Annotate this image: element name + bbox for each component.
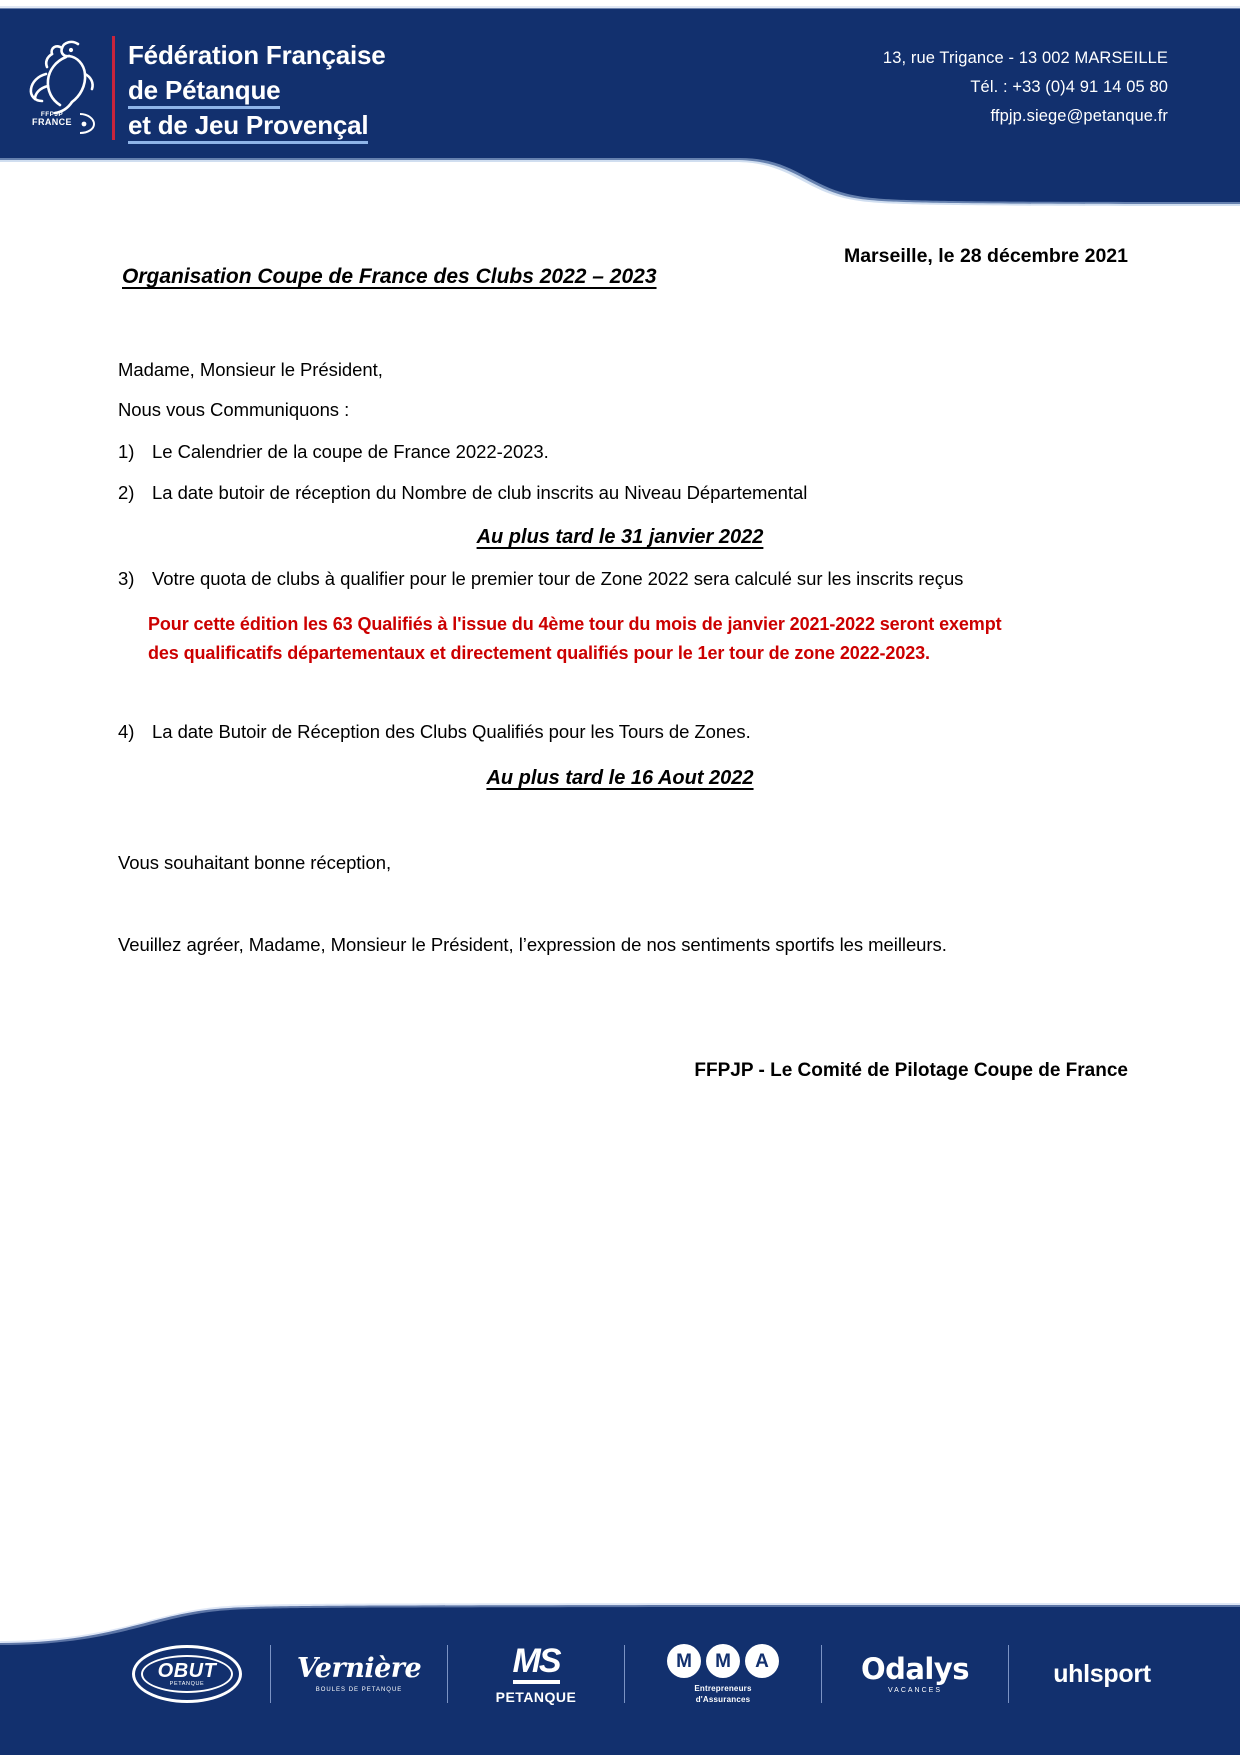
sponsor-logo-obut[interactable] <box>132 1645 242 1703</box>
deadline-august-text: Au plus tard le 16 Aout 2022 <box>486 767 754 789</box>
list-item-4-text: La date Butoir de Réception des Clubs Qualifiés pour les Tours de Zones. <box>152 721 751 742</box>
sponsor-logo-mma[interactable] <box>653 1638 793 1710</box>
page-footer <box>0 1593 1240 1755</box>
mma-circle-1: M <box>667 1644 701 1678</box>
sponsor-logo-odalys[interactable] <box>850 1638 980 1710</box>
header-contact-block <box>883 44 1168 131</box>
ms-wordmark: MS <box>513 1644 560 1684</box>
sponsor-separator-5 <box>1008 1645 1009 1703</box>
mma-subtext-2: d'Assurances <box>695 1695 751 1704</box>
salutation: Madame, Monsieur le Président, <box>118 359 383 380</box>
mma-letter-circles <box>667 1644 779 1678</box>
sponsor-separator-3 <box>624 1645 625 1703</box>
sponsor-logo-ms-petanque[interactable] <box>476 1638 596 1710</box>
closing-line-1: Vous souhaitant bonne réception, <box>118 852 392 873</box>
verniere-subtext: BOULES DE PETANQUE <box>315 1687 403 1693</box>
deadline-august <box>0 767 1240 790</box>
list-item-1-number: 1) <box>118 441 135 462</box>
list-item-3-text: Votre quota de clubs à qualifier pour le premier tour de Zone 2022 sera calculé sur les inscrits reçus <box>152 568 964 589</box>
uhlsport-wordmark: uhlsport <box>1053 1659 1151 1688</box>
closing-line-2: Veuillez agréer, Madame, Monsieur le Président, l’expression de nos sentiments sportifs les meilleurs. <box>118 934 947 955</box>
contact-address: 13, rue Trigance - 13 002 MARSEILLE <box>882 49 1168 67</box>
list-item-2-text: La date butoir de réception du Nombre de club inscrits au Niveau Départemental <box>152 482 808 503</box>
svg-text:FFPJP: FFPJP <box>40 111 64 118</box>
mma-subtext-1: Entrepreneurs <box>694 1684 752 1693</box>
deadline-january <box>0 526 1240 549</box>
sponsor-logo-verniere[interactable] <box>296 1638 422 1710</box>
signature-line: FFPJP - Le Comité de Pilotage Coupe de France <box>694 1060 1128 1081</box>
list-item-2 <box>118 482 807 504</box>
federation-name-line-3: et de Jeu Provençal <box>128 110 368 144</box>
svg-text:FRANCE: FRANCE <box>32 117 72 127</box>
red-highlight-note <box>148 610 1048 668</box>
federation-name <box>128 38 386 143</box>
list-item-2-number: 2) <box>118 482 135 503</box>
obut-wordmark: OBUT <box>157 1659 217 1682</box>
list-item-4 <box>118 721 751 743</box>
contact-phone: Tél. : +33 (0)4 91 14 05 80 <box>970 78 1168 96</box>
federation-name-line-2: de Pétanque <box>128 75 280 109</box>
red-note-line-1: Pour cette édition les 63 Qualifiés à l'issue du 4ème tour du mois de janvier 2021-2022 seront exempt <box>148 614 1002 634</box>
odalys-wordmark: Odalys <box>860 1651 970 1686</box>
verniere-wordmark: Vernière <box>296 1653 422 1684</box>
obut-oval-mark <box>132 1645 242 1703</box>
deadline-january-text: Au plus tard le 31 janvier 2022 <box>476 526 764 548</box>
page-title: Organisation Coupe de France des Clubs 2022 – 2023 <box>122 265 657 288</box>
odalys-subtext: VACANCES <box>888 1686 942 1694</box>
obut-subtext: PETANQUE <box>169 1680 205 1687</box>
ffpjp-rooster-logo <box>22 30 112 142</box>
letter-date: Marseille, le 28 décembre 2021 <box>843 245 1128 267</box>
ms-subtext: PETANQUE <box>495 1689 577 1705</box>
sponsor-logo-uhlsport[interactable] <box>1037 1638 1167 1710</box>
intro-line: Nous vous Communiquons : <box>118 399 350 420</box>
sponsor-separator-4 <box>821 1645 822 1703</box>
contact-email[interactable]: ffpjp.siege@petanque.fr <box>990 107 1168 125</box>
red-note-line-2: des qualificatifs départementaux et directement qualifiés pour le 1er tour de zone 2022-2023. <box>148 643 930 663</box>
mma-circle-2: M <box>706 1644 740 1678</box>
list-item-4-number: 4) <box>118 721 135 742</box>
list-item-1-text: Le Calendrier de la coupe de France 2022-2023. <box>152 441 549 462</box>
sponsor-separator-2 <box>447 1645 448 1703</box>
list-item-3 <box>118 568 963 590</box>
list-item-3-number: 3) <box>118 568 135 589</box>
sponsor-separator-1 <box>270 1645 271 1703</box>
header-red-divider <box>112 36 115 140</box>
mma-circle-3: A <box>745 1644 779 1678</box>
federation-name-line-1: Fédération Française <box>128 40 386 70</box>
sponsor-logos <box>0 1593 1240 1755</box>
page-header <box>0 0 1240 232</box>
list-item-1 <box>118 441 549 463</box>
